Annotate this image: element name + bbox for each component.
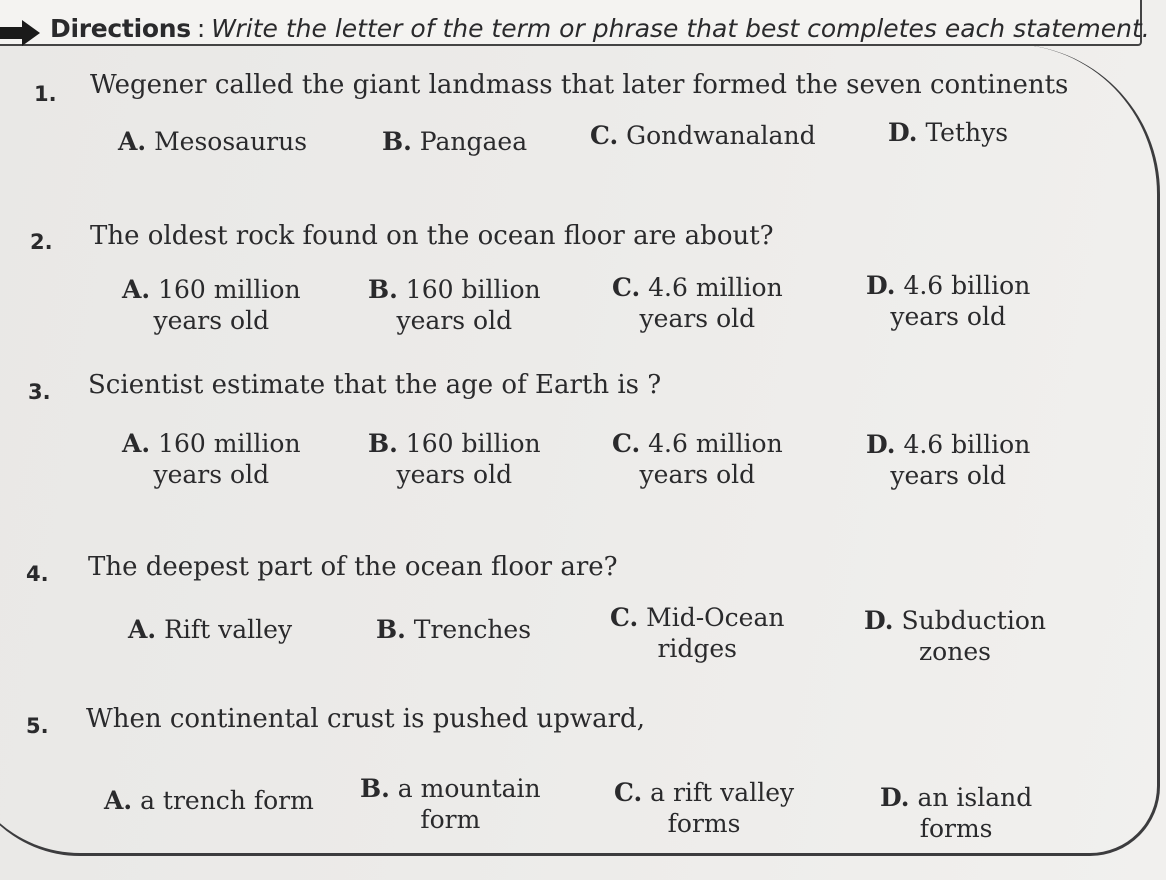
question-number: 4. xyxy=(26,562,49,586)
question-number: 1. xyxy=(34,82,57,106)
answer-option[interactable]: B. a mountain form xyxy=(360,774,541,834)
answer-option[interactable]: D. an island forms xyxy=(880,783,1033,843)
answer-option[interactable]: C. a rift valley forms xyxy=(614,778,795,838)
answer-option[interactable]: C. Gondwanaland xyxy=(590,121,816,150)
question-text: The deepest part of the ocean floor are? xyxy=(88,552,618,582)
answer-option[interactable]: B. 160 billion years old xyxy=(368,275,541,335)
directions-colon: : xyxy=(196,14,206,43)
question-text: Wegener called the giant landmass that later formed the seven continents xyxy=(90,70,1069,100)
question-text: When continental crust is pushed upward, xyxy=(86,704,645,734)
directions-label: Directions xyxy=(50,14,191,43)
answer-option[interactable]: D. 4.6 billion years old xyxy=(866,271,1031,331)
answer-option[interactable]: A. 160 million years old xyxy=(122,275,301,335)
answer-option[interactable]: D. Tethys xyxy=(888,118,1009,147)
answer-option[interactable]: B. Pangaea xyxy=(382,127,528,156)
question-text: The oldest rock found on the ocean floor are about? xyxy=(90,221,774,251)
answer-option[interactable]: B. Trenches xyxy=(376,615,532,644)
question-text: Scientist estimate that the age of Earth is ? xyxy=(88,370,662,400)
question-number: 3. xyxy=(28,380,51,404)
directions-line xyxy=(50,14,1150,43)
answer-option[interactable]: C. 4.6 million years old xyxy=(612,429,783,489)
answer-option[interactable]: D. Subduction zones xyxy=(864,606,1046,666)
directions-text: Write the letter of the term or phrase that best completes each statement. xyxy=(211,14,1150,43)
question-number: 2. xyxy=(30,230,53,254)
question-number: 5. xyxy=(26,714,49,738)
answer-option[interactable]: A. 160 million years old xyxy=(122,429,301,489)
answer-option[interactable]: D. 4.6 billion years old xyxy=(866,430,1031,490)
answer-option[interactable]: B. 160 billion years old xyxy=(368,429,541,489)
answer-option[interactable]: A. Rift valley xyxy=(128,615,293,644)
answer-option[interactable]: A. Mesosaurus xyxy=(118,127,308,156)
answer-option[interactable]: A. a trench form xyxy=(104,786,314,815)
arrow-right-icon xyxy=(0,18,42,48)
answer-option[interactable]: C. 4.6 million years old xyxy=(612,273,783,333)
answer-option[interactable]: C. Mid-Ocean ridges xyxy=(610,603,785,663)
